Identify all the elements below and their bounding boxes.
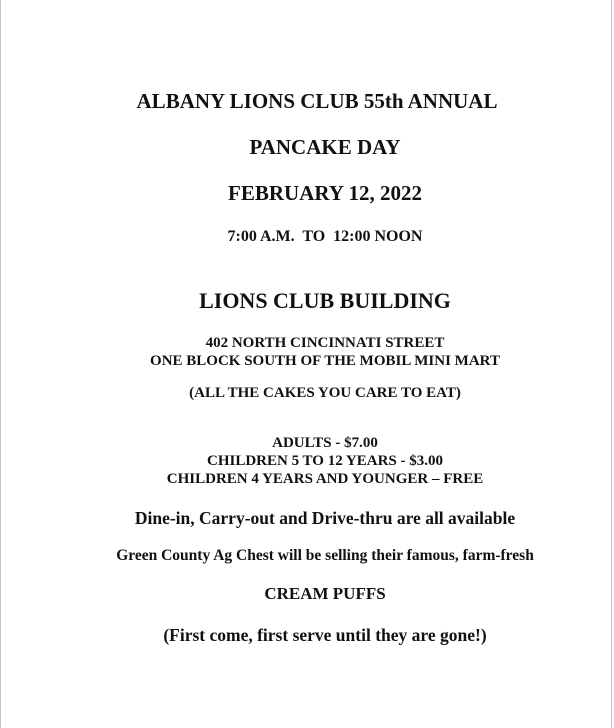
price-adults: ADULTS - $7.00 [272, 435, 378, 451]
vendor-note: Green County Ag Chest will be selling their famous, farm-fresh [116, 547, 534, 564]
tagline: (ALL THE CAKES YOU CARE TO EAT) [189, 385, 461, 401]
event-time: 7:00 A.M. TO 12:00 NOON [227, 228, 423, 245]
service-options: Dine-in, Carry-out and Drive-thru are all available [134, 508, 516, 528]
event-name: PANCAKE DAY [249, 135, 401, 159]
price-children-5-12: CHILDREN 5 TO 12 YEARS - $3.00 [206, 453, 443, 469]
event-title: ALBANY LIONS CLUB 55th ANNUAL [136, 89, 498, 113]
event-date: FEBRUARY 12, 2022 [228, 181, 422, 205]
vendor-footer: (First come, first serve until they are gone!) [163, 625, 487, 645]
venue-name: LIONS CLUB BUILDING [199, 288, 451, 313]
address-line-2: ONE BLOCK SOUTH OF THE MOBIL MINI MART [150, 353, 500, 369]
vendor-item: CREAM PUFFS [264, 584, 386, 603]
address-line-1: 402 NORTH CINCINNATI STREET [205, 335, 445, 351]
price-children-under-4: CHILDREN 4 YEARS AND YOUNGER – FREE [166, 471, 484, 487]
